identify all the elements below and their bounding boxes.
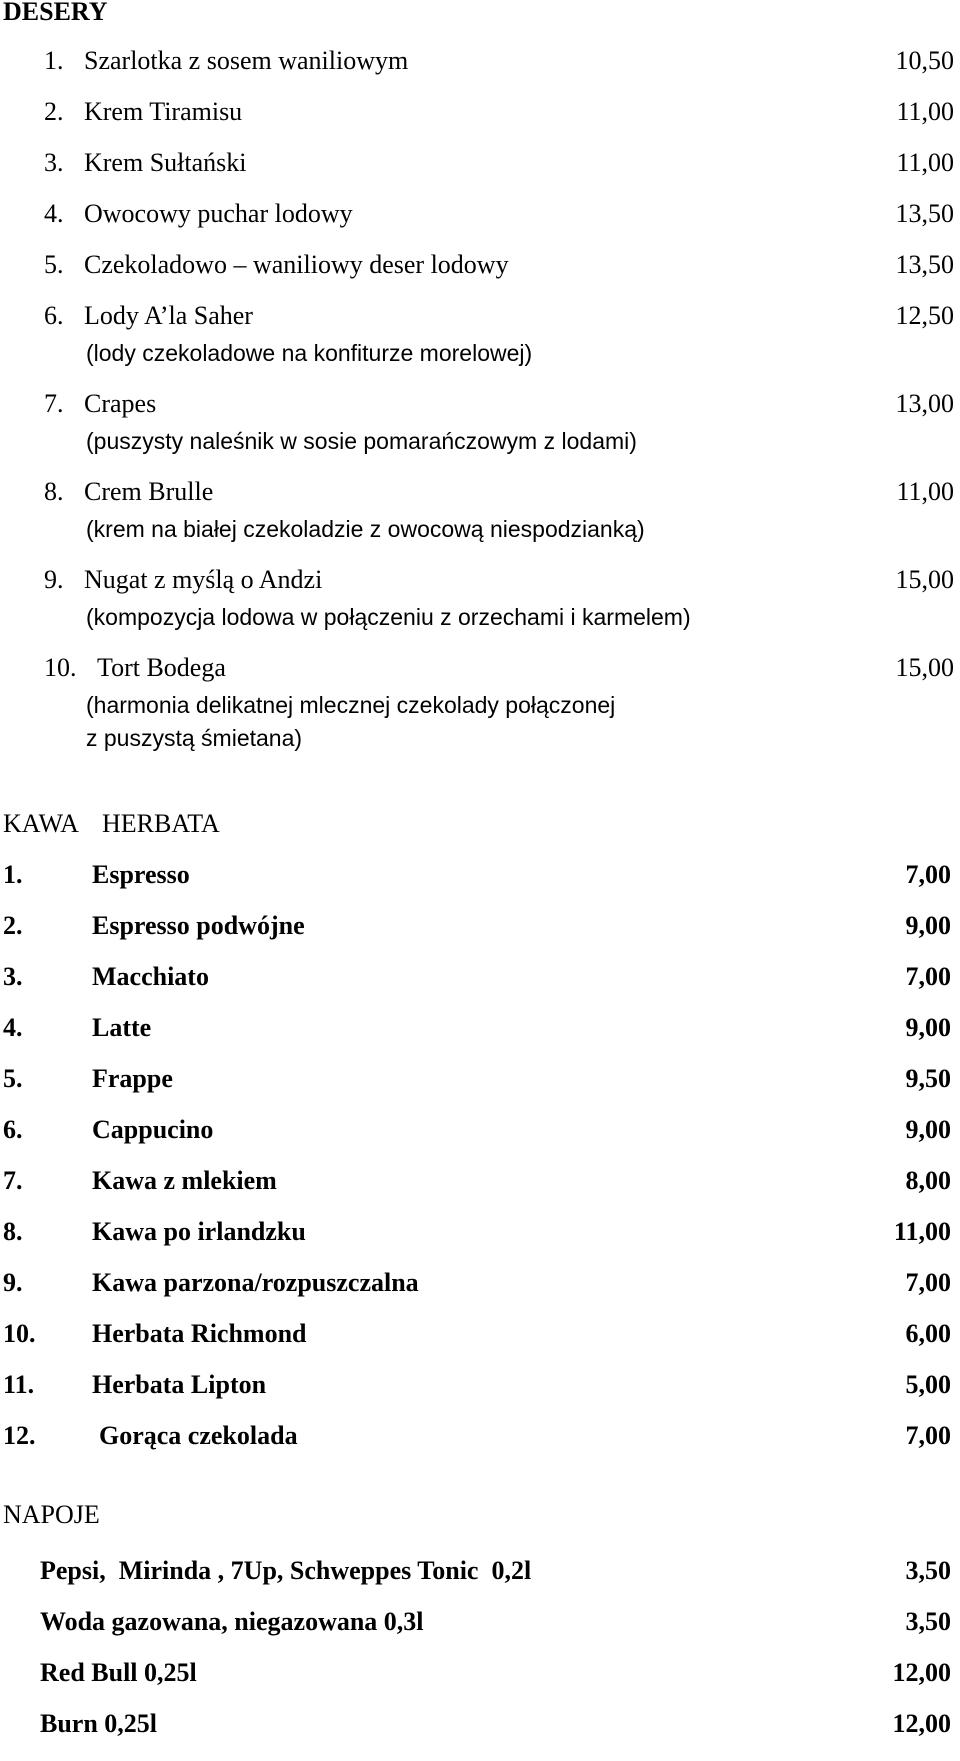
item-number: 4. <box>3 1013 23 1042</box>
item-price: 10,50 <box>895 46 954 75</box>
item-number: 9. <box>3 1268 23 1297</box>
item-name: Herbata Richmond <box>92 1319 307 1348</box>
item-name: Gorąca czekolada <box>99 1421 298 1450</box>
item-number: 1. <box>3 860 23 889</box>
item-price: 5,00 <box>905 1370 951 1399</box>
item-price: 13,00 <box>895 389 954 418</box>
item-number: 3. <box>44 148 64 177</box>
item-price: 13,50 <box>895 199 954 228</box>
item-price: 12,00 <box>892 1709 951 1738</box>
item-number: 3. <box>3 962 23 991</box>
item-number: 4. <box>44 199 64 228</box>
item-number: 7. <box>44 389 64 418</box>
item-price: 11,00 <box>896 477 954 506</box>
napoje-heading: NAPOJE <box>3 1500 100 1529</box>
item-number: 5. <box>3 1064 23 1093</box>
item-number: 8. <box>44 477 64 506</box>
item-number: 1. <box>44 46 64 75</box>
item-name: Krem Sułtański <box>84 148 247 177</box>
item-name: Nugat z myślą o Andzi <box>84 565 323 594</box>
item-number: 6. <box>3 1115 23 1144</box>
item-price: 9,50 <box>905 1064 951 1093</box>
item-price: 11,00 <box>896 148 954 177</box>
item-name: Espresso <box>92 860 190 889</box>
item-description: (kompozycja lodowa w połączeniu z orzechami i karmelem) <box>86 604 691 630</box>
item-number: 8. <box>3 1217 23 1246</box>
item-number: 9. <box>44 565 64 594</box>
item-number: 2. <box>44 97 64 126</box>
item-price: 12,50 <box>895 301 954 330</box>
item-price: 9,00 <box>905 1115 951 1144</box>
item-number: 11. <box>3 1370 35 1399</box>
item-name: Kawa po irlandzku <box>92 1217 306 1246</box>
item-price: 15,00 <box>895 565 954 594</box>
item-price: 7,00 <box>905 962 951 991</box>
item-description: (krem na białej czekoladzie z owocową niespodzianką) <box>86 516 645 542</box>
item-name: Crem Brulle <box>84 477 214 506</box>
item-name: Red Bull 0,25l <box>40 1658 197 1687</box>
item-description: (puszysty naleśnik w sosie pomarańczowym z lodami) <box>86 428 637 454</box>
item-name: Owocowy puchar lodowy <box>84 199 353 228</box>
item-price: 15,00 <box>895 653 954 682</box>
item-price: 11,00 <box>893 1217 951 1246</box>
item-price: 7,00 <box>905 860 951 889</box>
item-number: 12. <box>3 1421 36 1450</box>
item-description: (lody czekoladowe na konfiturze morelowej) <box>86 340 533 366</box>
item-name: Espresso podwójne <box>92 911 305 940</box>
item-description-cont: z puszystą śmietana) <box>86 725 303 751</box>
item-price: 9,00 <box>905 1013 951 1042</box>
kawa-herbata-heading: KAWA HERBATA <box>3 809 220 838</box>
item-number: 7. <box>3 1166 23 1195</box>
item-number: 10. <box>44 653 77 682</box>
item-price: 7,00 <box>905 1268 951 1297</box>
item-price: 6,00 <box>905 1319 951 1348</box>
item-price: 7,00 <box>905 1421 951 1450</box>
item-price: 13,50 <box>895 250 954 279</box>
item-number: 10. <box>3 1319 36 1348</box>
item-description: (harmonia delikatnej mlecznej czekolady połączonej <box>86 692 616 718</box>
desery-heading: DESERY <box>3 0 108 26</box>
item-name: Woda gazowana, niegazowana 0,3l <box>40 1607 424 1636</box>
item-name: Crapes <box>84 389 157 418</box>
item-price: 12,00 <box>892 1658 951 1687</box>
item-price: 8,00 <box>905 1166 951 1195</box>
item-price: 11,00 <box>896 97 954 126</box>
item-name: Szarlotka z sosem waniliowym <box>84 46 409 75</box>
item-name: Kawa z mlekiem <box>92 1166 277 1195</box>
item-price: 9,00 <box>905 911 951 940</box>
item-name: Frappe <box>92 1064 173 1093</box>
item-number: 5. <box>44 250 64 279</box>
item-name: Macchiato <box>92 962 209 991</box>
item-name: Herbata Lipton <box>92 1370 267 1399</box>
item-name: Latte <box>92 1013 152 1042</box>
item-name: Czekoladowo – waniliowy deser lodowy <box>84 250 509 279</box>
item-name: Burn 0,25l <box>40 1709 158 1738</box>
item-name: Lody A’la Saher <box>84 301 253 330</box>
item-name: Pepsi, Mirinda , 7Up, Schweppes Tonic 0,2l <box>40 1556 532 1585</box>
item-name: Krem Tiramisu <box>84 97 243 126</box>
item-price: 3,50 <box>905 1556 951 1585</box>
item-number: 6. <box>44 301 64 330</box>
item-price: 3,50 <box>905 1607 951 1636</box>
item-number: 2. <box>3 911 23 940</box>
item-name: Tort Bodega <box>97 653 226 682</box>
item-name: Cappucino <box>92 1115 214 1144</box>
item-name: Kawa parzona/rozpuszczalna <box>92 1268 419 1297</box>
